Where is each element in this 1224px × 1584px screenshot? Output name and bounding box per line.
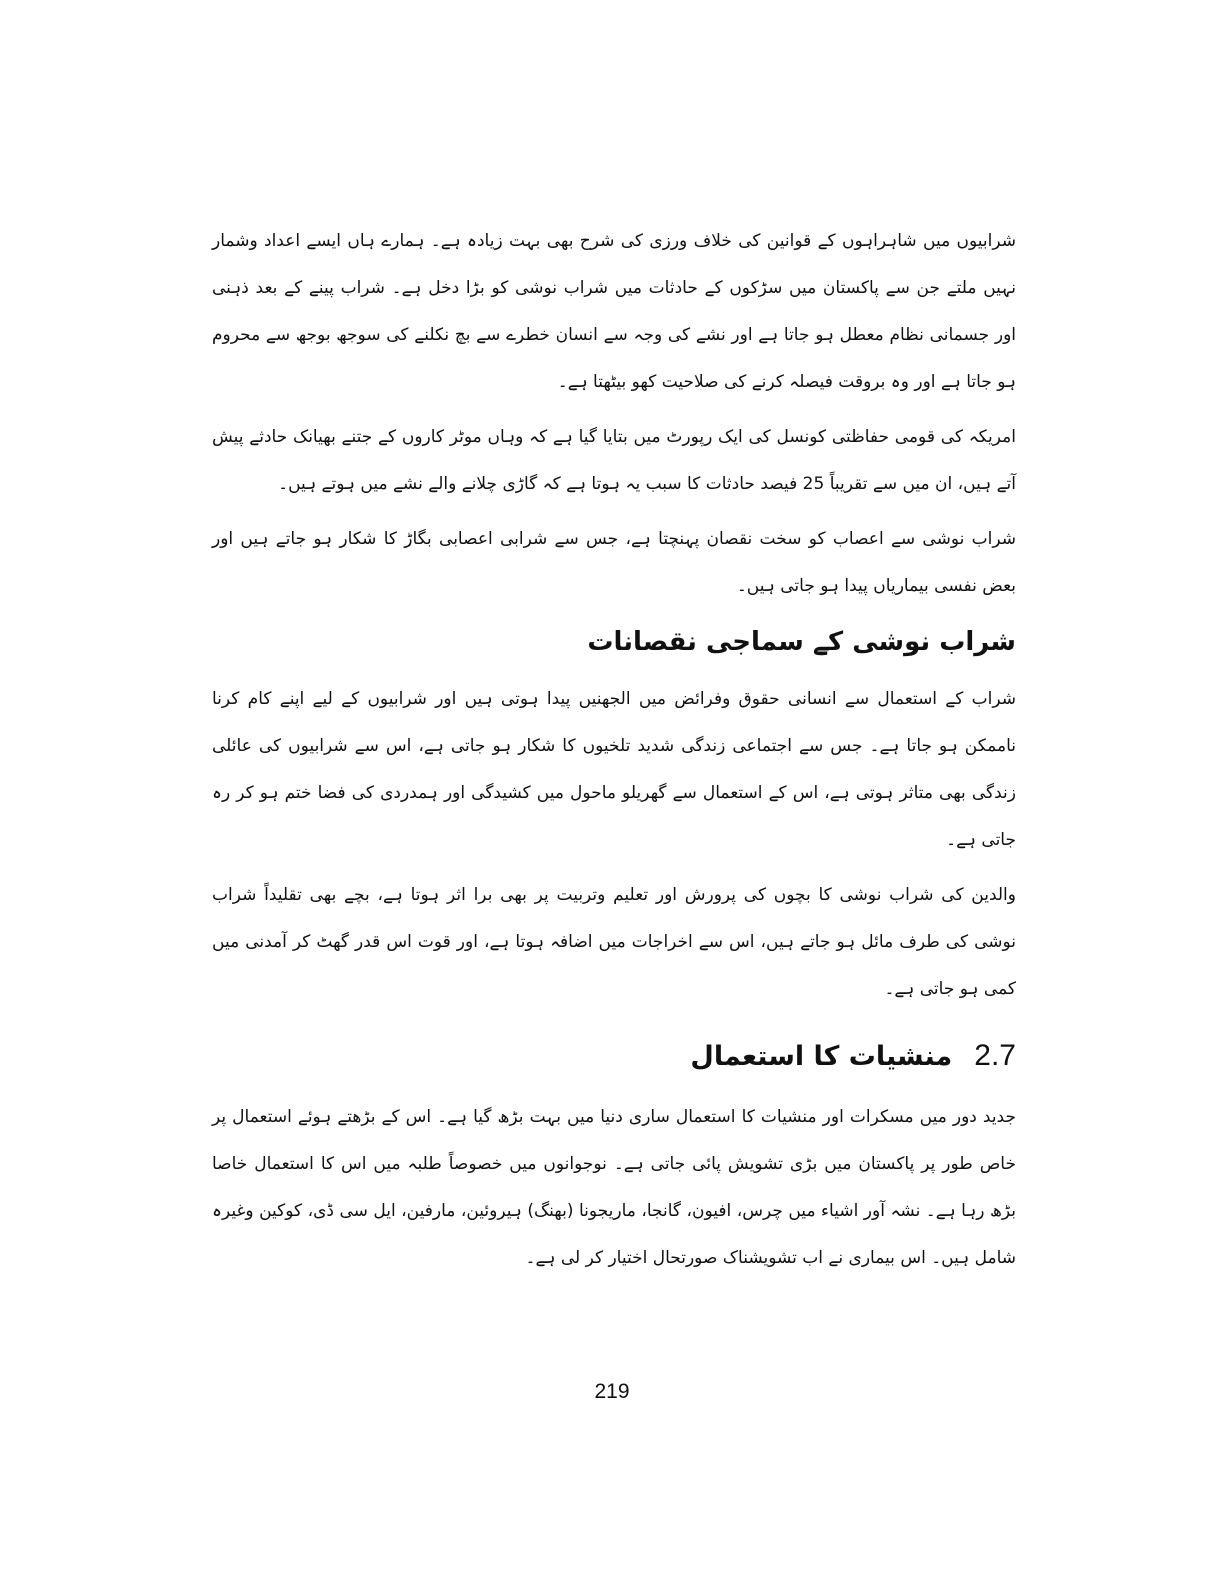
page-content <box>212 218 1016 1282</box>
paragraph-parents-children: والدین کی شراب نوشی کا بچوں کی پرورش اور تعلیم وتربیت پر بھی برا اثر ہوتا ہے، بچے بھی تقلیداً شراب نوشی کی طرف مائل ہو جاتے ہیں، اس سے اخراجات میں اضافہ ہوتا ہے، اور قوت اس قدر گھٹ کر آمدنی میں کمی ہو جاتی ہے۔ <box>212 885 1016 999</box>
heading-social-harms: شراب نوشی کے سماجی نقصانات <box>587 627 1016 657</box>
paragraph-drunk-driving: شرابیوں میں شاہراہوں کے قوانین کی خلاف ورزی کی شرح بھی بہت زیادہ ہے۔ ہمارے ہاں ایسے اعداد وشمار نہیں ملتے جن سے پاکستان میں سڑکوں کے حادثات میں شراب نوشی کو بڑا دخل ہے۔ شراب پینے کے بعد ذہنی اور جسمانی نظام معطل ہو جاتا ہے اور نشے کی وجہ سے انسان خطرے سے بچ نکلنے کی سوجھ بوجھ سے محروم ہو جاتا ہے اور وہ بروقت فیصلہ کرنے کی صلاحیت کھو بیٹھتا ہے۔ <box>212 231 1016 392</box>
paragraph-social-rights: شراب کے استعمال سے انسانی حقوق وفرائض میں الجھنیں پیدا ہوتی ہیں اور شرابیوں کے لیے اپنے کام کرنا ناممکن ہو جاتا ہے۔ جس سے اجتماعی زندگی شدید تلخیوں کا شکار ہو جاتی ہے، اس سے شرابیوں کی عائلی زندگی بھی متاثر ہوتی ہے، اس کے استعمال سے گھریلو ماحول میں کشیدگی اور ہمدردی کی فضا ختم ہو کر رہ جاتی ہے۔ <box>212 689 1016 850</box>
paragraph-us-safety-council: امریکہ کی قومی حفاظتی کونسل کی ایک رپورٹ میں بتایا گیا ہے کہ وہاں موٹر کاروں کے جتنے بھیانک حادثے پیش آتے ہیں، ان میں سے تقریباً 25 فیصد حادثات کا سبب یہ ہوتا ہے کہ گاڑی چلانے والے نشے میں ہوتے ہیں۔ <box>212 427 1016 494</box>
page-number: 219 <box>594 1380 630 1403</box>
section-title: منشیات کا استعمال <box>690 1041 953 1072</box>
paragraph-drug-use: جدید دور میں مسکرات اور منشیات کا استعمال ساری دنیا میں بہت بڑھ گیا ہے۔ اس کے بڑھتے ہوئے استعمال پر خاص طور پر پاکستان میں بڑی تشویش پائی جاتی ہے۔ نوجوانوں میں خصوصاً طلبہ میں اس کا استعمال خاصا بڑھ رہا ہے۔ نشہ آور اشیاء میں چرس، افیون، گانجا، ماریجونا (بھنگ) ہیروئین، مارفین، ایل سی ڈی، کوکین وغیرہ شامل ہیں۔ اس بیماری نے اب تشویشناک صورتحال اختیار کر لی ہے۔ <box>212 1107 1016 1268</box>
section-number: 2.7 <box>974 1039 1016 1072</box>
paragraph-nerve-damage: شراب نوشی سے اعصاب کو سخت نقصان پہنچتا ہے، جس سے شرابی اعصابی بگاڑ کا شکار ہو جاتے ہیں اور بعض نفسی بیماریاں پیدا ہو جاتی ہیں۔ <box>212 529 1016 596</box>
section-heading <box>212 1035 1016 1078</box>
